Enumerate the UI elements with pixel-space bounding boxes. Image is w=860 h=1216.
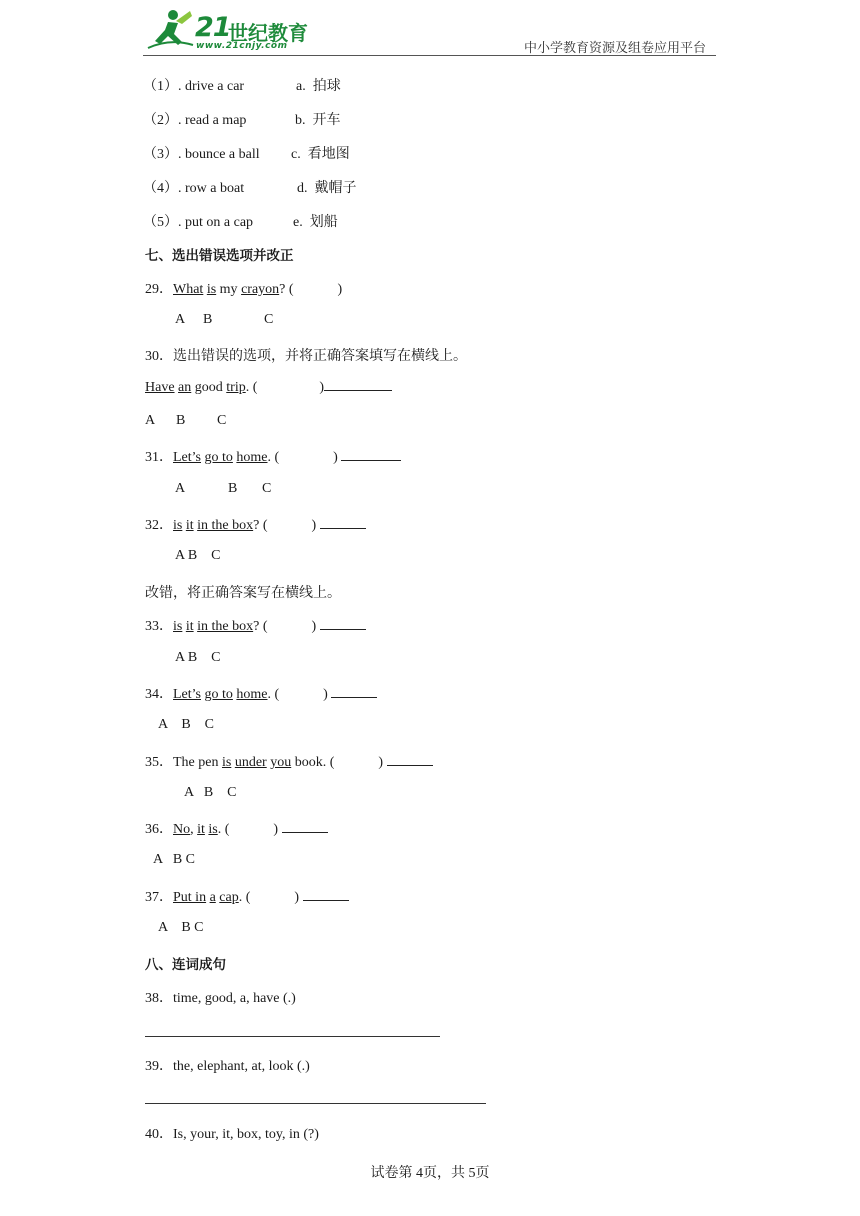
option-c-word: home [236,687,268,702]
matching-meaning-a [296,75,341,95]
matching-phrase: . put on a cap [178,215,254,230]
matching-phrase: . drive a car [178,79,245,94]
logo-number: 21 [195,12,231,43]
matching-item-1 [143,75,244,95]
option-b-word: go to [204,687,233,702]
matching-num: （5） [143,215,178,230]
option-c-word: you [270,755,292,770]
question-number: 32． [145,518,173,533]
plain-text: . ( [238,890,251,905]
correction-blank[interactable] [324,379,392,391]
correction-blank[interactable] [341,449,401,461]
option-b-word: an [178,380,192,395]
correction-blank[interactable] [320,618,366,630]
question-number: 34． [145,687,173,702]
logo-runner-icon [146,8,194,50]
option-a-word: Have [145,380,175,395]
question-number: 35． [145,755,173,770]
plain-text: ) [333,450,338,465]
option-b-word: a [209,890,216,905]
question-30 [145,379,392,396]
question-number: 37． [145,890,173,905]
plain-text: ) [323,687,328,702]
option-b-word: it [185,518,194,533]
instruction-33: 改错，将正确答案写在横线上。 [145,586,341,601]
option-a-word: No [173,822,191,837]
option-label-a: A [175,481,186,496]
plain-text: . ( [245,380,258,395]
plain-text: ) [311,518,317,533]
matching-letter: a. [296,79,306,94]
matching-meaning: 戴帽子 [314,181,357,196]
question-34 [145,683,377,703]
question-40: 40．Is, your, it, box, toy, in (?) [145,1127,319,1142]
matching-num: （1） [143,79,178,94]
matching-meaning: 看地图 [307,147,350,162]
option-label-c: C [217,413,227,428]
plain-text: ) [337,282,343,297]
question-number: 31． [145,450,173,465]
plain-text: good [191,380,227,395]
option-c-word: home [236,450,268,465]
question-36: 36．No, it is. ( ) [145,818,328,838]
option-label-a: A [175,312,186,327]
section-8-title: 八、连词成句 [145,957,226,973]
matching-meaning-b [295,109,341,129]
matching-letter: b. [295,113,306,128]
option-labels: A B C [175,548,221,563]
option-c-word: in the box [197,619,254,634]
option-a-word: Put in [173,890,207,905]
question-29 [145,278,342,298]
question-number: 29． [145,282,173,297]
option-labels: A B C [153,852,196,867]
option-c-word: in the box [197,518,254,533]
matching-letter: c. [291,147,301,162]
question-31 [145,446,401,466]
matching-phrase: . read a map [178,113,247,128]
option-b-word: under [234,755,267,770]
plain-text: ) [319,380,325,395]
option-label-b: B [176,413,186,428]
option-a-word: is [221,755,232,770]
matching-item-3 [143,143,260,163]
option-label-b: B [228,481,238,496]
header-divider [143,55,716,56]
matching-phrase: . row a boat [178,181,245,196]
correction-blank[interactable] [320,517,366,529]
correction-blank[interactable] [282,821,328,833]
option-c-word: is [208,822,218,837]
matching-item-5 [143,211,253,231]
matching-meaning: 划船 [309,215,338,230]
option-a-word: Let’s [173,687,201,702]
matching-num: （2） [143,113,178,128]
option-c-word: cap [219,890,239,905]
matching-meaning-e [293,211,338,231]
plain-text: ? ( [253,619,268,634]
option-a-word: What [173,282,204,297]
matching-num: （3） [143,147,178,162]
plain-text: book. ( [291,755,335,770]
option-label-c: C [264,312,274,327]
question-38: 38．time, good, a, have (.) [145,991,296,1006]
option-label-b: B [203,312,213,327]
question-33 [145,615,366,635]
option-b-word: it [197,822,205,837]
matching-letter: e. [293,215,303,230]
option-c-word: crayon [241,282,280,297]
option-label-a: A [145,413,156,428]
option-a-word: is [173,518,183,533]
logo-text: 世纪教育 [228,21,308,45]
option-c-word: trip [226,380,246,395]
matching-letter: d. [297,181,308,196]
option-label-c: C [262,481,272,496]
plain-text: . ( [267,687,280,702]
answer-line-38[interactable] [145,1036,440,1037]
matching-meaning: 拍球 [312,79,341,94]
option-b-word: it [185,619,194,634]
plain-text: ? ( [253,518,268,533]
matching-phrase: . bounce a ball [178,147,260,162]
answer-line-39[interactable] [145,1103,486,1104]
plain-text: ) [311,619,317,634]
option-labels: A B C [175,650,221,665]
matching-meaning-c [291,143,350,163]
option-labels: A B C [158,920,204,935]
section-7-title: 七、选出错误选项并改正 [145,248,294,264]
plain-text: ) [294,890,300,905]
question-37 [145,886,349,906]
page-footer: 试卷第 4页，共 5页 [370,1166,490,1181]
plain-text: my [216,282,242,297]
matching-meaning-d [297,177,357,197]
instruction-30: 30．选出错误的选项，并将正确答案填写在横线上。 [145,349,467,364]
question-39: 39．the, elephant, at, look (.) [145,1059,310,1074]
correction-blank[interactable] [331,686,377,698]
question-number: 33． [145,619,173,634]
plain-text: ) [378,755,384,770]
correction-blank[interactable] [387,754,433,766]
platform-name: 中小学教育资源及组卷应用平台 [523,40,706,55]
option-a-word: is [173,619,183,634]
question-35 [145,751,433,771]
logo-url: www.21cnjy.com [196,41,288,51]
question-number: 36． [145,822,173,837]
matching-item-4 [143,177,244,197]
option-b-word: is [206,282,217,297]
matching-num: （4） [143,181,178,196]
matching-item-2 [143,109,246,129]
matching-meaning: 开车 [312,113,341,128]
option-a-word: Let’s [173,450,201,465]
option-b-word: go to [204,450,233,465]
plain-text: . ( [267,450,280,465]
plain-text: ? ( [279,282,294,297]
plain-text: ) [273,822,279,837]
question-32 [145,514,366,534]
plain-text: The pen [173,755,222,770]
option-labels: A B C [158,717,215,732]
option-labels: A B C [184,785,237,800]
correction-blank[interactable] [303,889,349,901]
